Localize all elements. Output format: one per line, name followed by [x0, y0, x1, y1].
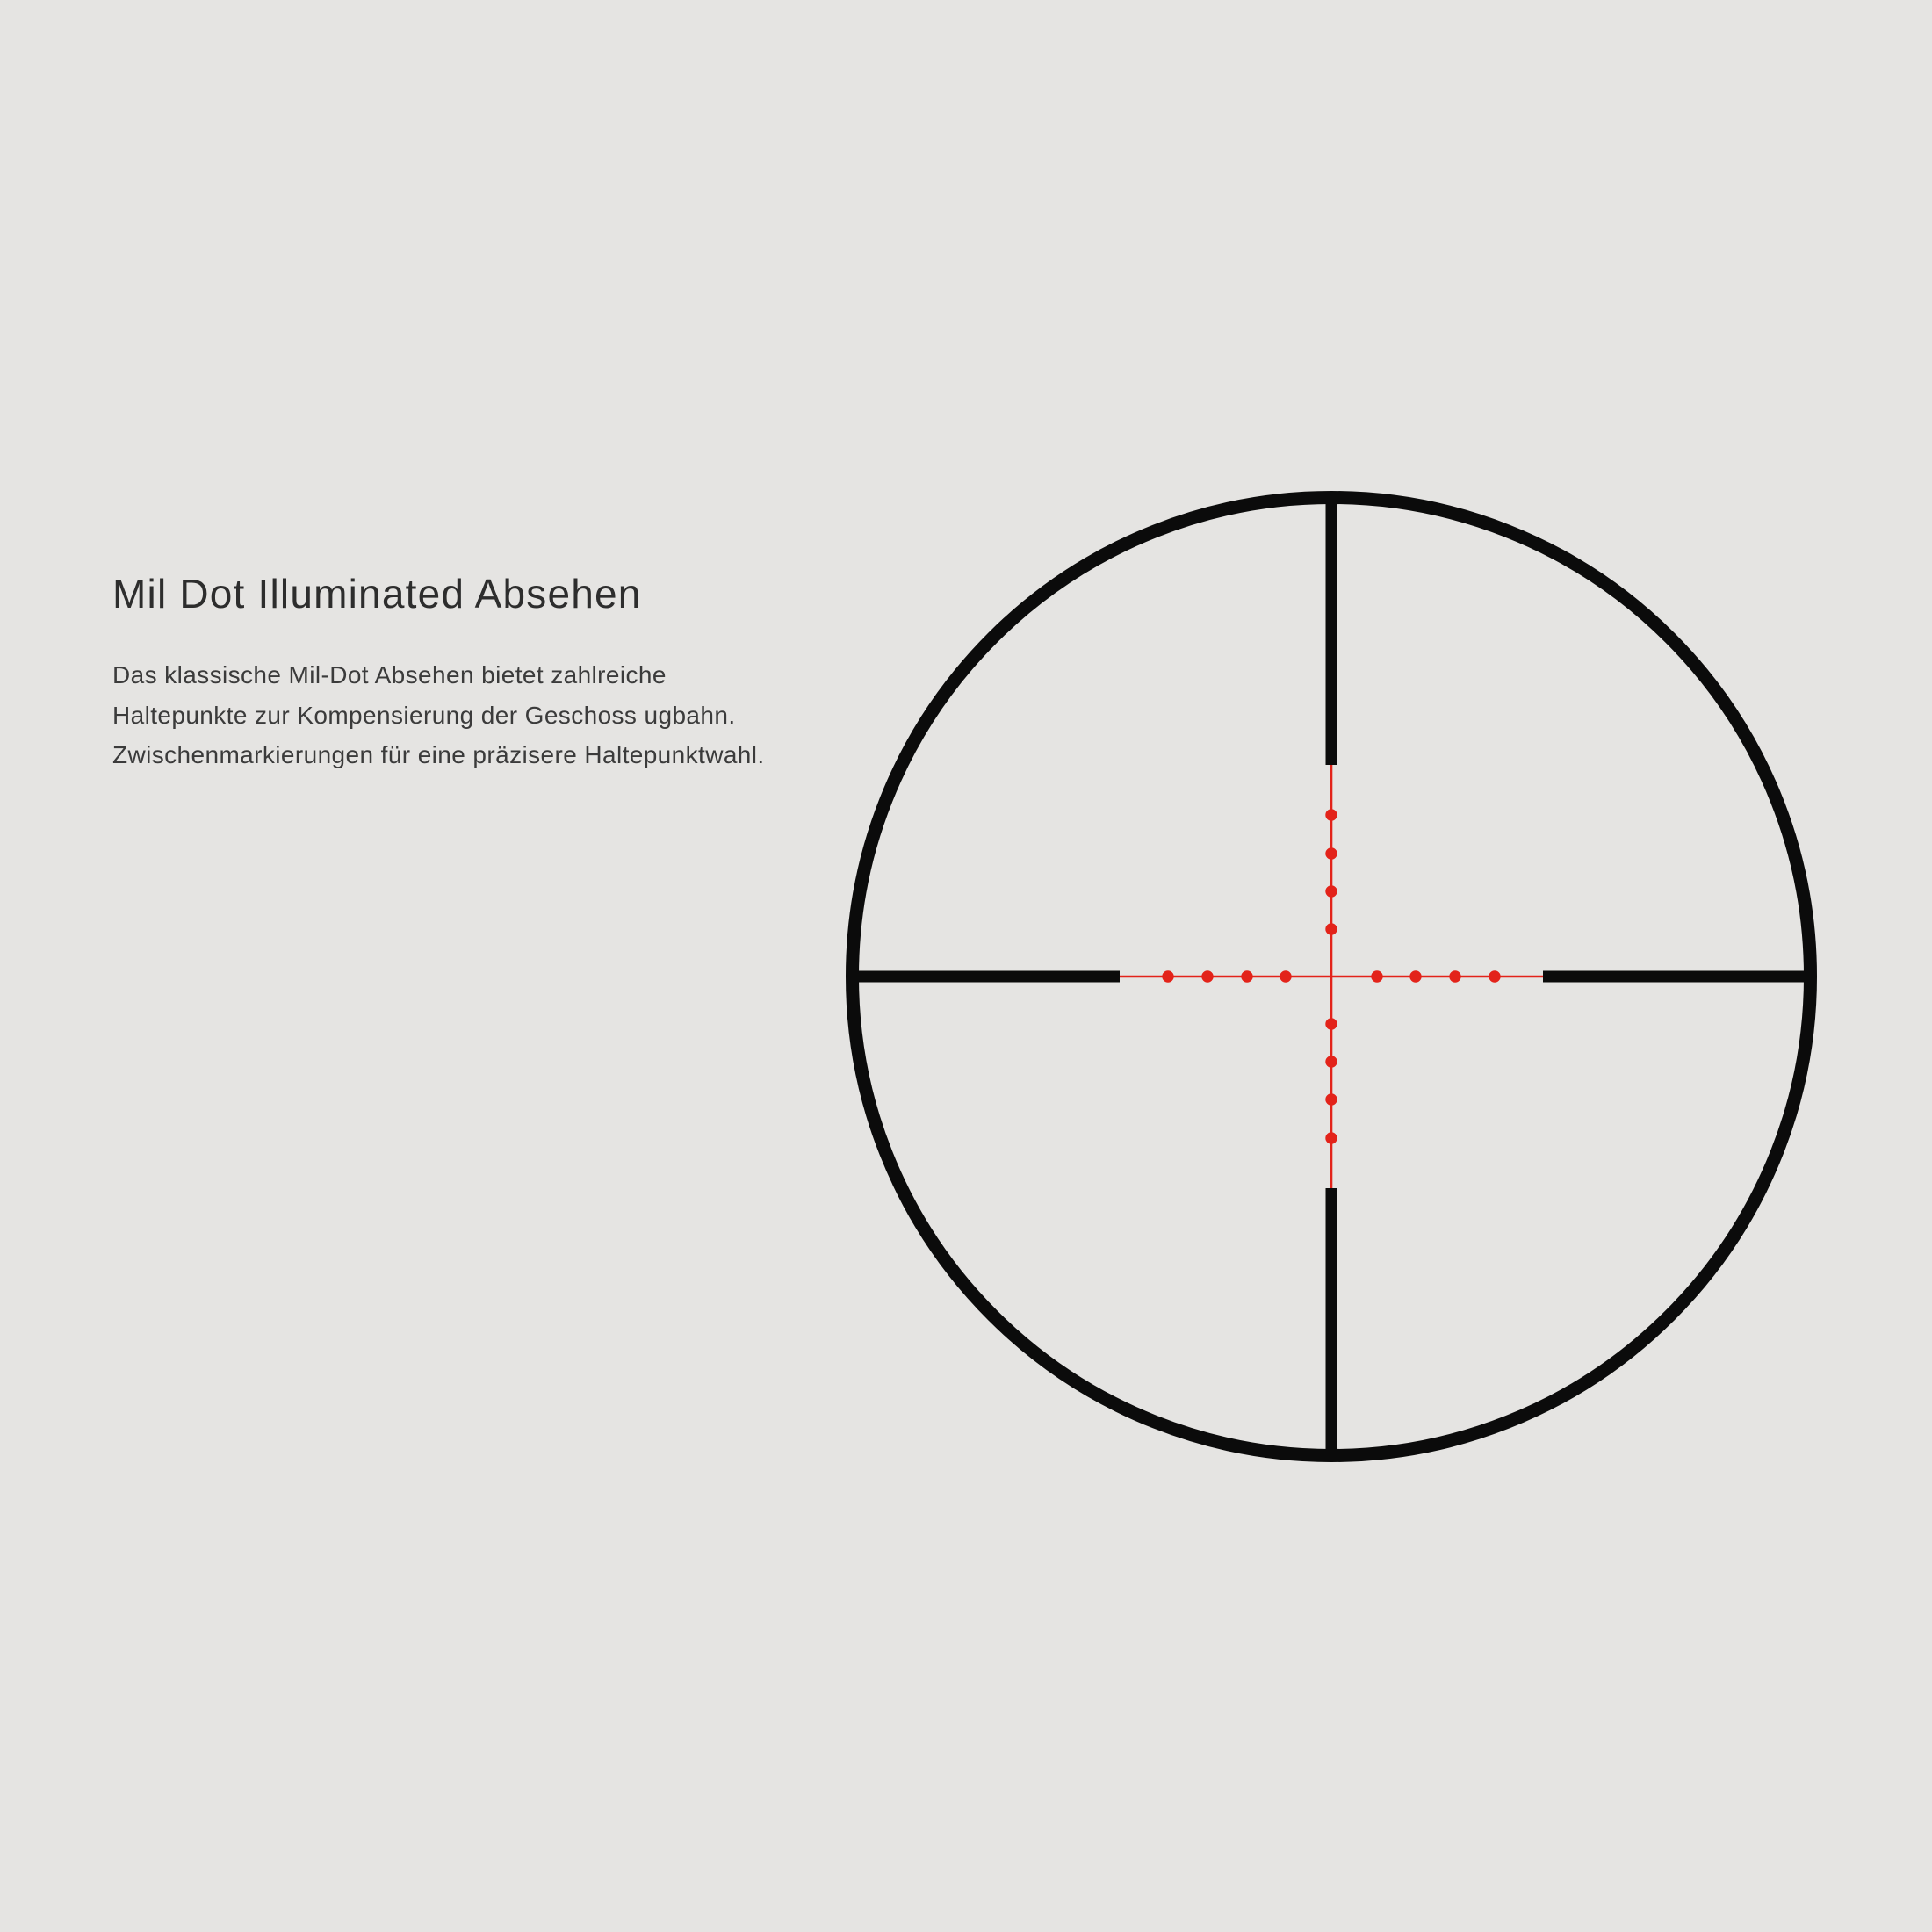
mil-dot-bottom — [1325, 1018, 1337, 1029]
mil-dot-left — [1280, 970, 1291, 982]
mil-dot-left — [1201, 970, 1213, 982]
mil-dot-right — [1409, 970, 1421, 982]
mil-dot-top — [1325, 885, 1337, 897]
reticle-title: Mil Dot Illuminated Absehen — [112, 571, 642, 616]
mil-dot-bottom — [1325, 1132, 1337, 1143]
mil-dot-top — [1325, 923, 1337, 934]
mil-dot-left — [1241, 970, 1252, 982]
description-line-2: Haltepunkte zur Kompensierung der Geschoss ugbahn. — [112, 701, 736, 729]
mil-dot-left — [1162, 970, 1173, 982]
mil-dot-right — [1449, 970, 1460, 982]
description-line-3: Zwischenmarkierungen für eine präzisere Haltepunktwahl. — [112, 741, 765, 768]
mil-dot-bottom — [1325, 1093, 1337, 1105]
mil-dot-right — [1489, 970, 1500, 982]
mil-dot-bottom — [1325, 1056, 1337, 1067]
mil-dot-right — [1371, 970, 1382, 982]
mil-dot-top — [1325, 809, 1337, 820]
mil-dot-top — [1325, 847, 1337, 859]
description-line-1: Das klassische Mil-Dot Absehen bietet zahlreiche — [112, 661, 667, 688]
